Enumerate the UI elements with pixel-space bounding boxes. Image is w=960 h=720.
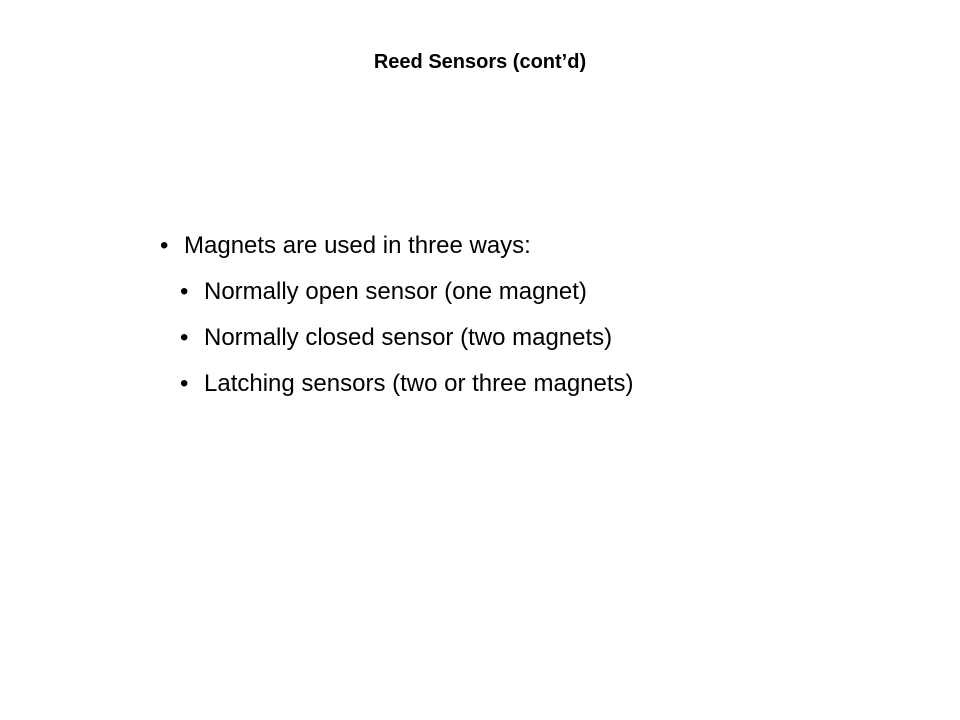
bullet-text: Magnets are used in three ways: [184,232,531,259]
bullet-list [160,232,634,416]
slide-title: Reed Sensors (cont’d) [373,51,587,73]
bullet-item-normally-open [160,278,634,306]
bullet-dot: • [180,324,189,351]
bullet-text: Normally closed sensor (two magnets) [204,324,613,351]
bullet-dot: • [160,232,169,259]
bullet-text: Normally open sensor (one magnet) [204,278,587,305]
bullet-dot: • [180,370,189,397]
bullet-item-main [160,232,634,260]
bullet-text: Latching sensors (two or three magnets) [204,370,634,397]
bullet-dot: • [180,278,189,305]
bullet-item-latching [160,370,634,398]
bullet-item-normally-closed [160,324,634,352]
